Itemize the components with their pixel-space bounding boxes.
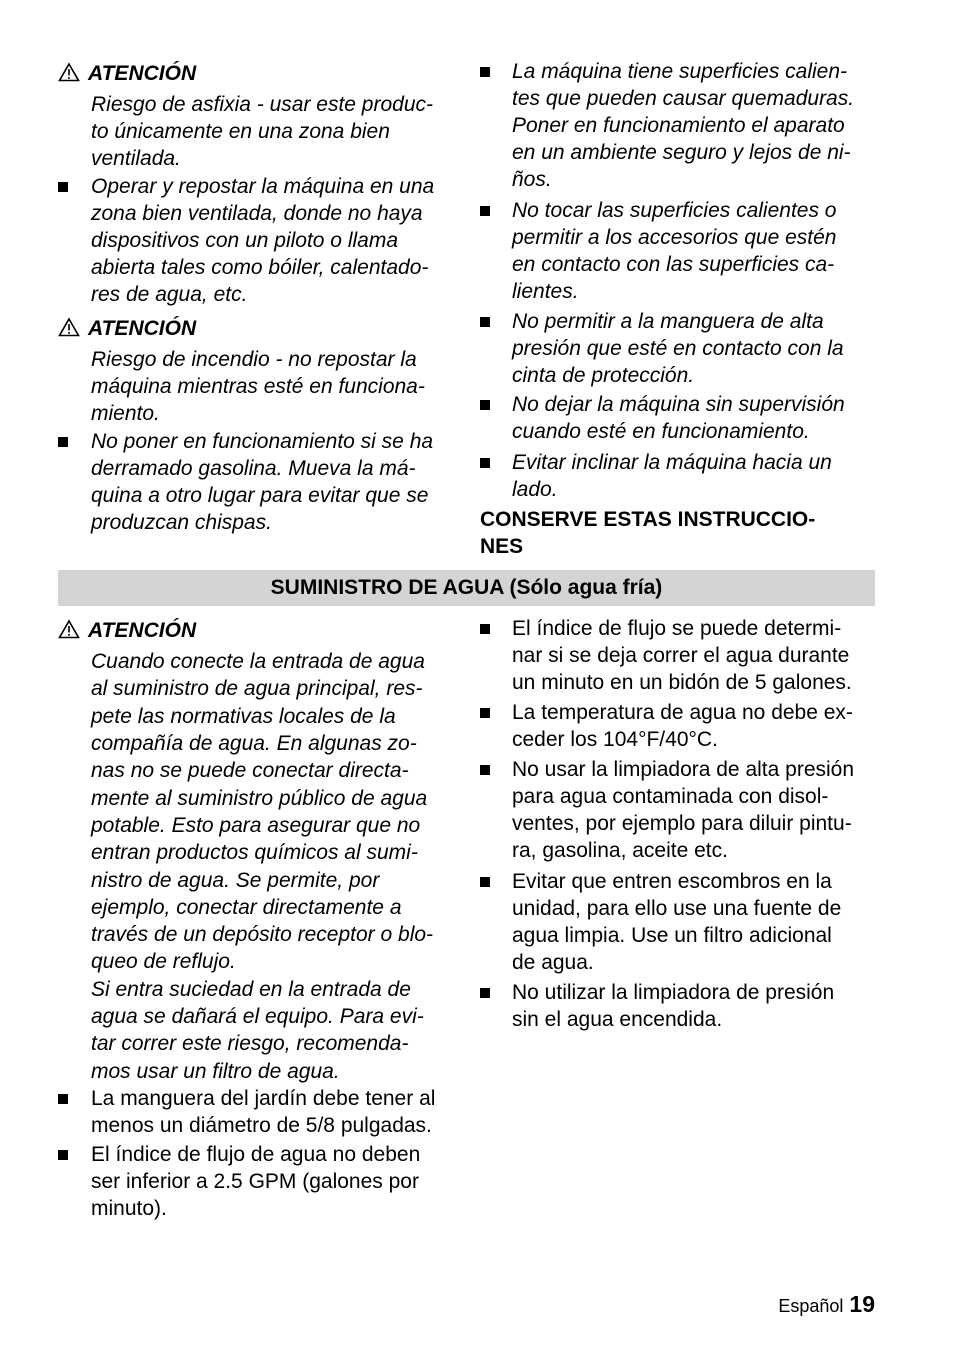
warning-text-line: tar correr este riesgo, recomenda- <box>91 1032 409 1055</box>
section-title-band <box>58 570 875 606</box>
warning-text-line: to únicamente en una zona bien <box>91 120 390 143</box>
warning-text-line: potable. Esto para asegurar que no <box>91 814 421 837</box>
bullet-text-line: lado. <box>512 478 558 501</box>
bullet-text-line: ser inferior a 2.5 GPM (galones por <box>91 1170 419 1193</box>
warning-label: ATENCIÓN <box>88 62 197 85</box>
bullet-square-icon <box>480 988 490 998</box>
bullet-text-line: Evitar que entren escombros en la <box>512 870 832 893</box>
warning-text-line: nas no se puede conectar directa- <box>91 759 409 782</box>
bullet-text-line: tes que pueden causar quemaduras. <box>512 87 855 110</box>
bullet-text-line: cinta de protección. <box>512 364 695 387</box>
bullet-text-line: La máquina tiene superficies calien- <box>512 60 848 83</box>
bullet-text-line: cuando esté en funcionamiento. <box>512 420 810 443</box>
warning-triangle-icon <box>58 62 80 82</box>
warning-heading <box>58 60 196 87</box>
warning-heading <box>58 617 196 644</box>
warning-text-line: agua se dañará el equipo. Para evi- <box>91 1005 424 1028</box>
bullet-text-line: No usar la limpiadora de alta presión <box>512 758 855 781</box>
bullet-square-icon <box>480 877 490 887</box>
bullet-text-line: nar si se deja correr el agua durante <box>512 644 850 667</box>
page-number: 19 <box>849 1291 875 1317</box>
bullet-text-line: lientes. <box>512 280 579 303</box>
bullet-square-icon <box>480 765 490 775</box>
bullet-text-line: ceder los 104°F/40°C. <box>512 728 718 751</box>
bullet-text-line: No utilizar la limpiadora de presión <box>512 981 835 1004</box>
bullet-text-line: ventes, por ejemplo para diluir pintu- <box>512 812 852 835</box>
warning-text-line: mente al suministro público de agua <box>91 787 428 810</box>
warning-text-line: Cuando conecte la entrada de agua <box>91 650 425 673</box>
bullet-text-line: sin el agua encendida. <box>512 1008 723 1031</box>
warning-text-line: miento. <box>91 402 160 425</box>
bullet-text-line: El índice de flujo de agua no deben <box>91 1143 421 1166</box>
bullet-text-line: derramado gasolina. Mueva la má- <box>91 457 416 480</box>
bullet-text-line: dispositivos con un piloto o llama <box>91 229 399 252</box>
warning-heading <box>58 315 196 342</box>
conserve-heading-line: CONSERVE ESTAS INSTRUCCIO- <box>480 508 816 531</box>
bullet-text-line: produzcan chispas. <box>91 511 272 534</box>
warning-text-line: ejemplo, conectar directamente a <box>91 896 402 919</box>
section-title: SUMINISTRO DE AGUA (Sólo agua fría) <box>270 576 663 599</box>
warning-text-line: mos usar un filtro de agua. <box>91 1060 340 1083</box>
warning-text-line: través de un depósito receptor o blo- <box>91 923 434 946</box>
bullet-text-line: Operar y repostar la máquina en una <box>91 175 435 198</box>
bullet-text-line: No poner en funcionamiento si se ha <box>91 430 434 453</box>
warning-text-line: entran productos químicos al sumi- <box>91 841 418 864</box>
bullet-text-line: La temperatura de agua no debe ex- <box>512 701 853 724</box>
bullet-square-icon <box>480 206 490 216</box>
bullet-square-icon <box>480 67 490 77</box>
bullet-text-line: menos un diámetro de 5/8 pulgadas. <box>91 1114 432 1137</box>
conserve-heading-line: NES <box>480 535 524 558</box>
warning-text-line: pete las normativas locales de la <box>91 705 396 728</box>
bullet-text-line: Evitar inclinar la máquina hacia un <box>512 451 832 474</box>
bullet-text-line: un minuto en un bidón de 5 galones. <box>512 671 852 694</box>
bullet-text-line: agua limpia. Use un filtro adicional <box>512 924 832 947</box>
bullet-square-icon <box>480 458 490 468</box>
warning-text-line: al suministro de agua principal, res- <box>91 677 423 700</box>
bullet-text-line: permitir a los accesorios que estén <box>512 226 837 249</box>
bullet-square-icon <box>58 1094 68 1104</box>
bullet-text-line: para agua contaminada con disol- <box>512 785 829 808</box>
warning-label: ATENCIÓN <box>88 317 197 340</box>
bullet-text-line: res de agua, etc. <box>91 283 248 306</box>
warning-triangle-icon <box>58 619 80 639</box>
bullet-square-icon <box>480 317 490 327</box>
warning-text-line: máquina mientras esté en funciona- <box>91 375 425 398</box>
bullet-text-line: de agua. <box>512 951 594 974</box>
bullet-text-line: en contacto con las superficies ca- <box>512 253 835 276</box>
bullet-text-line: minuto). <box>91 1197 167 1220</box>
bullet-text-line: abierta tales como bóiler, calentado- <box>91 256 429 279</box>
bullet-text-line: ños. <box>512 168 552 191</box>
bullet-square-icon <box>58 182 68 192</box>
bullet-text-line: Poner en funcionamiento el aparato <box>512 114 845 137</box>
bullet-square-icon <box>480 400 490 410</box>
bullet-square-icon <box>480 624 490 634</box>
bullet-text-line: ra, gasolina, aceite etc. <box>512 839 728 862</box>
bullet-text-line: presión que esté en contacto con la <box>512 337 844 360</box>
bullet-square-icon <box>58 1150 68 1160</box>
bullet-text-line: La manguera del jardín debe tener al <box>91 1087 436 1110</box>
bullet-text-line: unidad, para ello use una fuente de <box>512 897 842 920</box>
bullet-text-line: No tocar las superficies calientes o <box>512 199 837 222</box>
bullet-text-line: zona bien ventilada, donde no haya <box>91 202 423 225</box>
bullet-text-line: en un ambiente seguro y lejos de ni- <box>512 141 851 164</box>
page-footer <box>778 1291 875 1318</box>
warning-text-line: Riesgo de asfixia - usar este produc- <box>91 93 433 116</box>
bullet-text-line: No dejar la máquina sin supervisión <box>512 393 845 416</box>
warning-text-line: Si entra suciedad en la entrada de <box>91 978 411 1001</box>
bullet-text-line: No permitir a la manguera de alta <box>512 310 824 333</box>
warning-text-line: nistro de agua. Se permite, por <box>91 869 380 892</box>
warning-text-line: Riesgo de incendio - no repostar la <box>91 348 417 371</box>
warning-text-line: compañía de agua. En algunas zo- <box>91 732 417 755</box>
bullet-text-line: El índice de flujo se puede determi- <box>512 617 842 640</box>
warning-label: ATENCIÓN <box>88 619 197 642</box>
footer-language: Español <box>778 1296 844 1316</box>
warning-triangle-icon <box>58 317 80 337</box>
warning-text-line: ventilada. <box>91 147 181 170</box>
bullet-square-icon <box>58 437 68 447</box>
warning-text-line: queo de reflujo. <box>91 950 236 973</box>
bullet-square-icon <box>480 708 490 718</box>
bullet-text-line: quina a otro lugar para evitar que se <box>91 484 429 507</box>
